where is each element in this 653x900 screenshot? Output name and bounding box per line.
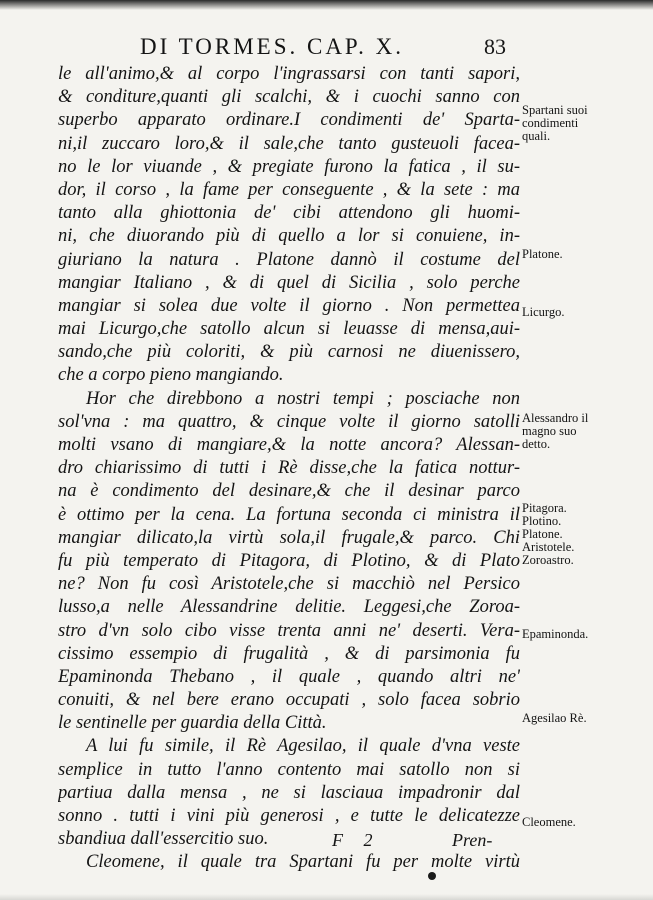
text-line: ne? Non fu così Aristotele,che si macchiò nel Persico [58, 574, 520, 595]
margin-note-cleomene: Cleomene. [522, 815, 576, 829]
text-line: sonno . tutti i vini più generosi , e tutte le delicatezze [58, 806, 520, 826]
text-line: A lui fu simile, il Rè Agesilao, il quale d'vna veste [86, 736, 520, 757]
margin-note-alessandro: Alessandro il magno suo detto. [522, 411, 589, 451]
text-line: ni, che diuorando più di quello a lor si conuiene, in- [58, 226, 520, 247]
text-line: na è condimento del desinare,& che il desinar parco [58, 481, 520, 502]
text-line: dor, il corso , la fame per conseguente , & la sete : ma [58, 179, 520, 200]
page-edge-bottom [0, 894, 653, 900]
running-head: DI TORMES. CAP. X. [140, 34, 405, 59]
text-line: è ottimo per la cena. La fortuna seconda ci ministra il [58, 504, 520, 525]
text-line: le sentinelle per guardia della Città. [58, 713, 327, 734]
text-line: sando,che più coloriti, & più carnosi ne diuenissero, [58, 342, 520, 363]
margin-note-epaminonda: Epaminonda. [522, 627, 589, 641]
text-line: sol'vna : ma quattro, & cinque volte il giorno satolli [58, 411, 520, 432]
page-edge-top [0, 0, 653, 10]
text-line: sbandiua dall'essercitio suo. [58, 829, 269, 850]
text-line: mangiar Italiano , & di quel di Sicilia , solo perche [58, 272, 520, 293]
text-line: & conditure,quanti gli scalchi, & i cuochi sanno con [58, 87, 520, 108]
text-line: semplice in tutto l'anno contento mai satollo non si [58, 759, 520, 780]
body-text [58, 63, 520, 875]
signature-mark: F 2 [332, 830, 381, 850]
margin-note-agesilao: Agesilao Rè. [522, 711, 587, 725]
text-line: fu più temperato di Pitagora, di Plotino, & di Plato [58, 550, 520, 571]
text-line: Epaminonda Thebano , il quale , quando altri ne' [58, 666, 520, 687]
text-line: partiua dalla mensa , ne si lasciaua impadronir dal [58, 782, 520, 803]
text-line: lusso,a nelle Alessandrine delitie. Leggesi,che Zoroa- [58, 597, 520, 618]
text-line: Cleomene, il quale tra Spartani fu per molte virtù [86, 852, 520, 873]
text-line: Hor che direbbono a nostri tempi ; posciache non [86, 388, 520, 409]
margin-note-philosophers: Pitagora. Plotino. Platone. Aristotele. Zoroastro. [522, 501, 575, 567]
margin-note-licurgo: Licurgo. [522, 305, 565, 319]
page-number: 83 [484, 34, 506, 59]
text-line: stro d'vn solo cibo visse trenta anni ne' deserti. Vera- [58, 620, 520, 641]
text-line: mangiar si solea due volte il giorno . Non permettea [58, 295, 520, 316]
text-line: tanto alla ghiottonia de' cibi attendono gli huomi- [58, 203, 520, 224]
text-line: dro chiarissimo di tutti i Rè disse,che la fatica nottur- [58, 458, 520, 479]
ink-blot [428, 872, 436, 880]
text-line: giuriano la natura . Platone dannò il costume del [58, 249, 520, 270]
text-line: no le lor viuande , & pregiate furono la fatica , il su- [58, 156, 520, 177]
text-line: superbo apparato ordinare.I condimenti de' Sparta- [58, 110, 520, 131]
text-line: mangiar dilicato,la virtù sola,il frugale,& parco. Chi [58, 527, 520, 548]
text-line: le all'animo,& al corpo l'ingrassarsi con tanti sapori, [58, 64, 520, 84]
text-line: molti vsano di mangiare,& la notte ancora? Alessan- [58, 435, 520, 455]
text-line: ni,il zuccaro loro,& il sale,che tanto gusteuoli facea- [58, 133, 520, 154]
margin-note-spartani: Spartani suoi condimenti quali. [522, 103, 588, 143]
text-line: conuiti, & nel bere erano occupati , solo facea sobrio [58, 690, 520, 711]
catchword: Pren- [452, 830, 493, 850]
text-line: che a corpo pieno mangiando. [58, 365, 284, 386]
text-line: cissimo essempio di frugalità , & di parsimonia fu [58, 643, 520, 664]
text-line: mai Licurgo,che satollo alcun si leuasse di mensa,aui- [58, 319, 520, 340]
margin-note-platone: Platone. [522, 247, 563, 261]
